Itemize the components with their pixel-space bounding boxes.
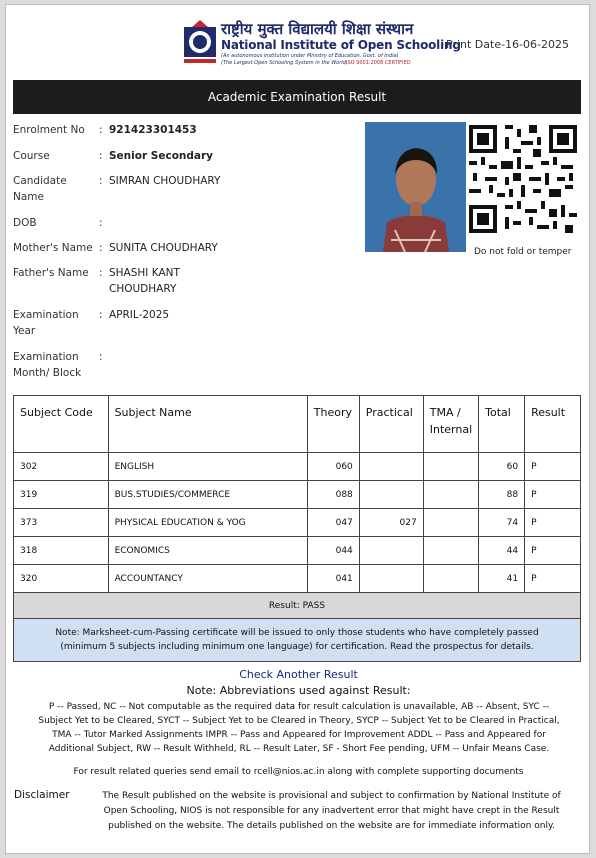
subject-name: ENGLISH: [108, 453, 307, 481]
tma-marks: [423, 453, 478, 481]
course-value: Senior Secondary: [109, 150, 214, 162]
overall-result-row: [14, 593, 581, 619]
subject-code: 373: [14, 509, 109, 537]
colon: :: [99, 124, 103, 136]
overall-result: Result: PASS: [14, 593, 581, 619]
candidate-photo: [365, 122, 466, 252]
subject-name: PHYSICAL EDUCATION & YOG: [108, 509, 307, 537]
total-marks: 44: [479, 537, 525, 565]
practical-marks: 027: [359, 509, 423, 537]
header-practical: Practical: [359, 396, 423, 453]
disclaimer-label: Disclaimer: [14, 789, 70, 801]
iso-certification: ISO 9001:2008 CERTIFIED: [346, 60, 411, 66]
subject-name: ECONOMICS: [108, 537, 307, 565]
subject-result: P: [525, 565, 581, 593]
candidate-name-value: SIMRAN CHOUDHARY: [109, 175, 221, 187]
abbreviations-text: P -- Passed, NC -- Not computable as the required data for result calculation is unavailable, AB -- Absent, SYC -- Subject Yet to be Cleared, SYCT -- Subject Yet to be Cleared in Theory, SYCP -- Subject Yet to be Cleared in Practical, TMA -- Tutor Marked Assignments IMPR -- Pass and Appeared for Improvement ADDL -- Pass and Appeared for Additional Subject, RW -- Result Withheld, RL -- Result Later, SF - Short Fee pending, UFM -- Unfair Means Case.: [38, 702, 560, 754]
certificate-note-row: [14, 619, 581, 662]
father-name-value-1: SHASHI KANT: [109, 267, 180, 279]
print-date: Print Date-16-06-2025: [446, 38, 569, 51]
total-marks: 60: [479, 453, 525, 481]
subject-code: 320: [14, 565, 109, 593]
table-row: [14, 565, 581, 593]
total-marks: 41: [479, 565, 525, 593]
colon: :: [99, 175, 103, 187]
subject-result: P: [525, 509, 581, 537]
tma-marks: [423, 537, 478, 565]
exam-year-label-1: Examination: [13, 309, 79, 321]
father-name-label: Father's Name: [13, 267, 89, 279]
dob-label: DOB: [13, 217, 37, 229]
page-title-banner: Academic Examination Result: [13, 80, 581, 114]
header-result: Result: [525, 396, 581, 453]
subject-result: P: [525, 537, 581, 565]
exam-month-label-1: Examination: [13, 351, 79, 363]
tma-marks: [423, 481, 478, 509]
header-subject-name: Subject Name: [108, 396, 307, 453]
tma-marks: [423, 565, 478, 593]
subject-code: 302: [14, 453, 109, 481]
colon: :: [99, 217, 103, 229]
course-label: Course: [13, 150, 50, 162]
theory-marks: 088: [307, 481, 359, 509]
table-row: [14, 509, 581, 537]
total-marks: 74: [479, 509, 525, 537]
header-tma-internal: TMA / Internal: [423, 396, 478, 453]
colon: :: [99, 150, 103, 162]
abbreviations-title: Note: Abbreviations used against Result:: [186, 684, 411, 697]
candidate-name-label-1: Candidate: [13, 175, 67, 187]
table-row: [14, 481, 581, 509]
marks-table: [13, 395, 581, 662]
hindi-title: राष्ट्रीय मुक्त विद्यालयी शिक्षा संस्थान: [221, 20, 414, 38]
colon: :: [99, 267, 103, 279]
check-another-result-link[interactable]: Check Another Result: [239, 668, 358, 681]
colon: :: [99, 309, 103, 321]
header-total: Total: [479, 396, 525, 453]
exam-year-value: APRIL-2025: [109, 309, 170, 321]
enrolment-value: 921423301453: [109, 124, 197, 136]
tma-marks: [423, 509, 478, 537]
header-theory: Theory: [307, 396, 359, 453]
father-name-value-2: CHOUDHARY: [109, 283, 177, 295]
candidate-name-label-2: Name: [13, 191, 44, 203]
subject-name: BUS.STUDIES/COMMERCE: [108, 481, 307, 509]
exam-month-label-2: Month/ Block: [13, 367, 82, 379]
practical-marks: [359, 565, 423, 593]
theory-marks: 060: [307, 453, 359, 481]
table-header-row: [14, 396, 581, 453]
subject-name: ACCOUNTANCY: [108, 565, 307, 593]
tagline-2: (The Largest Open Schooling System in the World): [221, 60, 348, 66]
practical-marks: [359, 453, 423, 481]
table-row: [14, 453, 581, 481]
mother-name-label: Mother's Name: [13, 242, 93, 254]
colon: :: [99, 351, 103, 363]
exam-year-label-2: Year: [13, 325, 36, 337]
no-fold-notice: Do not fold or temper: [474, 247, 572, 257]
theory-marks: 044: [307, 537, 359, 565]
header-subject-code: Subject Code: [14, 396, 109, 453]
tagline-1: (An autonomous institution under Ministry of Education, Govt. of India): [221, 53, 399, 59]
nios-logo: [182, 19, 218, 65]
qr-code: [469, 125, 577, 233]
practical-marks: [359, 481, 423, 509]
query-contact-text: For result related queries send email to rcell@nios.ac.in along with complete supporting documents: [73, 767, 524, 777]
subject-result: P: [525, 481, 581, 509]
theory-marks: 041: [307, 565, 359, 593]
theory-marks: 047: [307, 509, 359, 537]
result-sheet: [5, 4, 590, 854]
mother-name-value: SUNITA CHOUDHARY: [109, 242, 218, 254]
table-row: [14, 537, 581, 565]
institute-title: National Institute of Open Schooling: [221, 38, 461, 52]
practical-marks: [359, 537, 423, 565]
total-marks: 88: [479, 481, 525, 509]
subject-code: 318: [14, 537, 109, 565]
disclaimer-text: The Result published on the website is provisional and subject to confirmation by National Institute of Open Schooling, NIOS is not responsible for any inadvertent error that might have crept in the Result published on the website. The details published on the website are for immediate information only.: [102, 791, 561, 831]
colon: :: [99, 242, 103, 254]
subject-code: 319: [14, 481, 109, 509]
enrolment-label: Enrolment No: [13, 124, 85, 136]
subject-result: P: [525, 453, 581, 481]
certificate-note: Note: Marksheet-cum-Passing certificate will be issued to only those students who have completely passed (minimum 5 subjects including minimum one language) for certification. Read the prospectus for details.: [14, 619, 581, 662]
